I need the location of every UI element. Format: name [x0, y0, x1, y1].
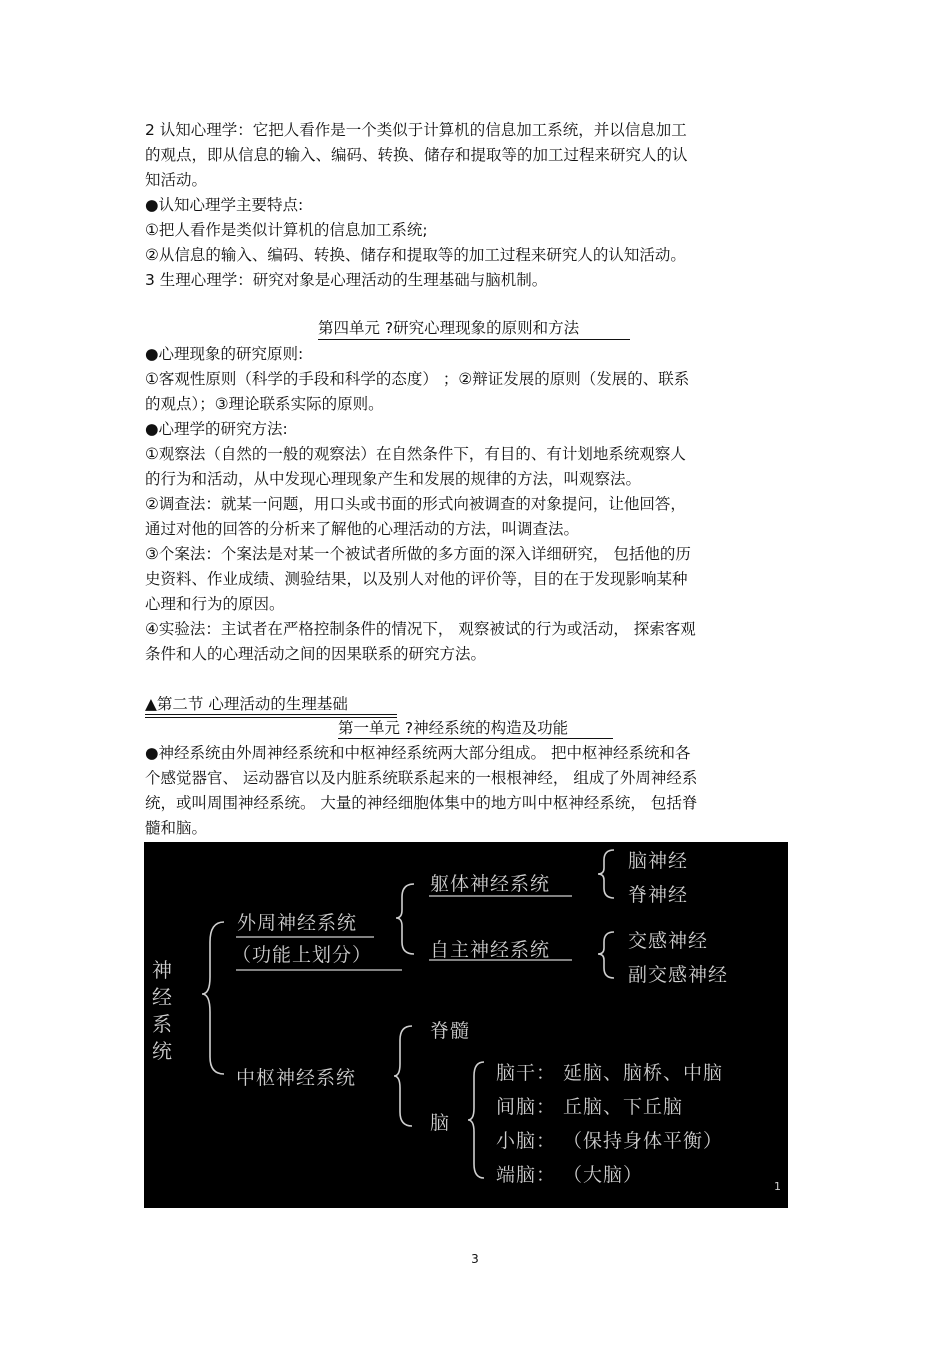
peripheral-brace	[396, 884, 414, 954]
unit4-body	[145, 342, 810, 667]
paragraph-line: ●心理现象的研究原则:	[145, 345, 304, 363]
unit4-title-underline	[318, 339, 630, 340]
unit1-title-underline	[338, 738, 613, 739]
paragraph-line: 统，或叫周围神经系统。 大量的神经细胞体集中的地方叫中枢神经系统， 包括脊	[145, 794, 698, 812]
cranial-nerve-label: 脑神经	[628, 850, 689, 872]
root-brace	[202, 922, 224, 1074]
paragraph-line: 史资料、作业成绩、测验结果，以及别人对他的评价等，目的在于发现影响某种	[145, 570, 688, 588]
somatic-brace	[598, 850, 614, 898]
brain-brace	[468, 1062, 484, 1178]
brainstem-label: 脑干： 延脑、脑桥、中脑	[496, 1062, 724, 1084]
paragraph-line: 心理和行为的原因。	[145, 595, 285, 613]
paragraph-line: ④实验法：主试者在严格控制条件的情况下， 观察被试的行为或活动， 探索客观	[145, 620, 696, 638]
sympathetic-label: 交感神经	[628, 930, 709, 952]
somatic-label: 躯体神经系统	[430, 873, 551, 895]
paragraph-line: ●神经系统由外周神经系统和中枢神经系统两大部分组成。 把中枢神经系统和各	[145, 744, 691, 762]
central-label: 中枢神经系统	[236, 1067, 357, 1089]
unit4-title: 第四单元 ?研究心理现象的原则和方法	[318, 319, 580, 337]
cerebellum-label: 小脑： （保持身体平衡）	[496, 1130, 724, 1152]
telencephalon-label: 端脑： （大脑）	[496, 1164, 644, 1186]
autonomic-label: 自主神经系统	[430, 939, 551, 961]
spinal-nerve-label: 脊神经	[628, 884, 689, 906]
paragraph-line: ①把人看作是类似计算机的信息加工系统;	[145, 221, 428, 239]
nervous-system-diagram	[144, 842, 788, 1208]
central-brace	[394, 1026, 412, 1126]
peripheral-note: （功能上划分）	[232, 944, 373, 966]
paragraph-line: 知活动。	[145, 171, 208, 189]
paragraph-line: ②从信息的输入、编码、转换、储存和提取等的加工过程来研究人的认知活动。	[145, 246, 686, 264]
root-label: 神经系统	[152, 958, 173, 1063]
paragraph-line: 髓和脑。	[145, 819, 208, 837]
unit1-title: 第一单元 ?神经系统的构造及功能	[338, 719, 569, 737]
section2-title-underline	[145, 714, 397, 715]
spinal-cord-label: 脊髓	[430, 1020, 471, 1042]
paragraph-line: 2 认知心理学：它把人看作是一个类似于计算机的信息加工系统，并以信息加工	[145, 121, 687, 139]
cognitive-physiological-section	[145, 118, 810, 293]
autonomic-brace	[598, 932, 614, 978]
paragraph-line: 的观点，即从信息的输入、编码、转换、储存和提取等的加工过程来研究人的认	[145, 146, 688, 164]
paragraph-line: 的行为和活动，从中发现心理现象产生和发展的规律的方法，叫观察法。	[145, 470, 642, 488]
paragraph-line: ②调查法：就某一问题，用口头或书面的形式向被调查的对象提问，让他回答，	[145, 495, 686, 513]
paragraph-line: ●心理学的研究方法:	[145, 420, 288, 438]
paragraph-line: ③个案法：个案法是对某一个被试者所做的多方面的深入详细研究， 包括他的历	[145, 545, 691, 563]
section2-title: ▲第二节 心理活动的生理基础	[145, 695, 348, 713]
section2-body	[145, 741, 810, 841]
parasympathetic-label: 副交感神经	[628, 964, 729, 986]
brain-label: 脑	[430, 1112, 451, 1134]
paragraph-line: 条件和人的心理活动之间的因果联系的研究方法。	[145, 645, 487, 663]
paragraph-line: 通过对他的回答的分析来了解他的心理活动的方法，叫调查法。	[145, 520, 580, 538]
slide-number: 1	[774, 1180, 781, 1193]
paragraph-line: 个感觉器官、 运动器官以及内脏系统联系起来的一根根神经， 组成了外周神经系	[145, 769, 698, 787]
paragraph-line: 的观点）；③理论联系实际的原则。	[145, 395, 384, 413]
peripheral-label: 外周神经系统	[237, 912, 358, 934]
paragraph-line: ①客观性原则（科学的手段和科学的态度） ；②辩证发展的原则（发展的、联系	[145, 370, 690, 388]
paragraph-line: ●认知心理学主要特点:	[145, 196, 304, 214]
diencephalon-label: 间脑： 丘脑、下丘脑	[496, 1096, 684, 1118]
page-number: 3	[471, 1252, 479, 1266]
paragraph-line: ①观察法（自然的一般的观察法）在自然条件下，有目的、有计划地系统观察人	[145, 445, 686, 463]
paragraph-line: 3 生理心理学：研究对象是心理活动的生理基础与脑机制。	[145, 271, 548, 289]
